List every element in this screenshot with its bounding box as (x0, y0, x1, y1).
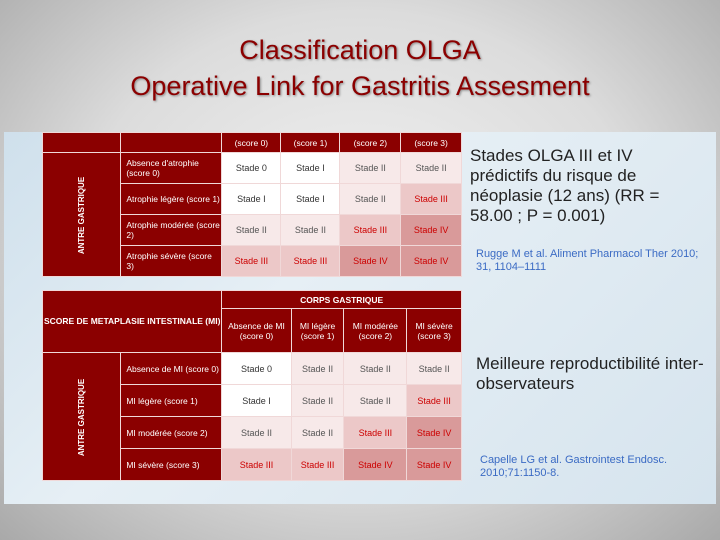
table2-cell: Stade IV (344, 449, 407, 481)
table2-cell: Stade III (407, 385, 462, 417)
title-line2: Operative Link for Gastritis Assesment (130, 71, 590, 101)
table2-cell: Stade 0 (222, 353, 291, 385)
table2-cell: Stade II (222, 417, 291, 449)
table2-cell: Stade II (291, 353, 344, 385)
table2-cell: Stade II (291, 417, 344, 449)
olgim-claim-text: Meilleure reproductibilité inter-observateurs (476, 354, 704, 393)
table1-cell: Stade III (281, 246, 340, 277)
table2-cell: Stade III (344, 417, 407, 449)
table1-cell: Stade III (340, 215, 401, 246)
table1-cell: Stade III (401, 184, 462, 215)
table1-cell: Stade IV (340, 246, 401, 277)
table1-cell: Stade 0 (222, 153, 281, 184)
table1-cell: Stade I (281, 153, 340, 184)
table1-row-header: Atrophie modérée (score 2) (121, 215, 222, 246)
table2-col-header: MI légère (score 1) (291, 309, 344, 353)
table2-row-header: MI modérée (score 2) (121, 417, 222, 449)
table1-row-header: Absence d'atrophie (score 0) (121, 153, 222, 184)
table2-row-header: MI légère (score 1) (121, 385, 222, 417)
table1-corner-blank2 (121, 133, 222, 153)
table2-cell: Stade III (222, 449, 291, 481)
table2-cell: Stade I (222, 385, 291, 417)
table1-cell: Stade IV (401, 246, 462, 277)
table2-cell: Stade II (344, 353, 407, 385)
table2-cell: Stade III (291, 449, 344, 481)
table1-col-header: (score 2) (340, 133, 401, 153)
olga-claim-text: Stades OLGA III et IV prédictifs du risque de néoplasie (12 ans) (RR = 58.00 ; P = 0.001) (470, 146, 660, 225)
table2-cell: Stade II (407, 353, 462, 385)
table1-col-header: (score 3) (401, 133, 462, 153)
content-panel (4, 132, 716, 504)
table1-cell: Stade III (222, 246, 281, 277)
table2-col-header: MI modérée (score 2) (344, 309, 407, 353)
table1-row-header: Atrophie légère (score 1) (121, 184, 222, 215)
table1-cell: Stade I (281, 184, 340, 215)
table1-side-label: ANTRE GASTRIQUE (43, 153, 121, 277)
table2-col-header: MI sévère (score 3) (407, 309, 462, 353)
table1-cell: Stade II (340, 153, 401, 184)
table2-group-header: CORPS GASTRIQUE (222, 291, 462, 309)
table2-side-label: ANTRE GASTRIQUE (43, 353, 121, 481)
table1-row-header: Atrophie sévère (score 3) (121, 246, 222, 277)
table2-cell: Stade II (344, 385, 407, 417)
table1-cell: Stade II (281, 215, 340, 246)
table2-col-header: Absence de MI (score 0) (222, 309, 291, 353)
table2-corner-label: SCORE DE METAPLASIE INTESTINALE (MI) (43, 291, 222, 353)
table1-corner-blank (43, 133, 121, 153)
olgim-table (42, 290, 462, 481)
olgim-reference: Capelle LG et al. Gastrointest Endosc. 2010;71:1150-8. (480, 454, 668, 479)
title-line1: Classification OLGA (239, 35, 481, 65)
table1-cell: Stade IV (401, 215, 462, 246)
table2-cell: Stade IV (407, 417, 462, 449)
table2-cell: Stade II (291, 385, 344, 417)
table2-row-header: Absence de MI (score 0) (121, 353, 222, 385)
table1-cell: Stade I (222, 184, 281, 215)
table1-cell: Stade II (340, 184, 401, 215)
table1-col-header: (score 1) (281, 133, 340, 153)
table1-cell: Stade II (222, 215, 281, 246)
table1-col-header: (score 0) (222, 133, 281, 153)
olga-table (42, 132, 462, 277)
olga-reference: Rugge M et al. Aliment Pharmacol Ther 2010; 31, 1104–1111 (476, 248, 699, 273)
table1-cell: Stade II (401, 153, 462, 184)
table2-cell: Stade IV (407, 449, 462, 481)
table2-row-header: MI sévère (score 3) (121, 449, 222, 481)
